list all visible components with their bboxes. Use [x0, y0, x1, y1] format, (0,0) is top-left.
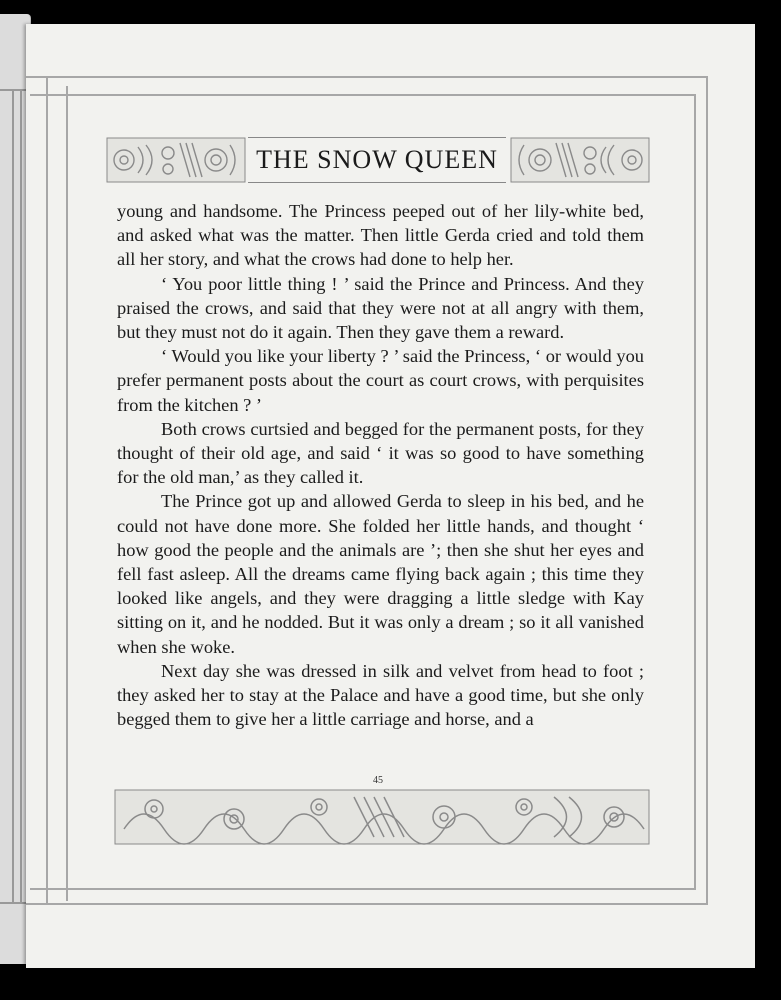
- header-band: [106, 137, 650, 183]
- running-header-title: THE SNOW QUEEN: [256, 145, 498, 174]
- paragraph: The Prince got up and allowed Gerda to sleep in his bed, and he could not have done more. She folded her little hands, and thought ‘ how good the people and the animals are ’; then she shut her eyes and fell fast asleep. All the dreams came flying back again ; this time they looked like angels, and they were dragging a little sledge with Kay sitting on it, and he nodded. But it was only a dream ; so it all vanished when she woke.: [117, 491, 644, 657]
- book-page: [26, 24, 755, 968]
- paragraph: Both crows curtsied and begged for the permanent posts, for they thought of their old age, and said ‘ it was so good to have something for the old man,’ as they called it.: [117, 418, 644, 488]
- page-number: 45: [373, 775, 383, 786]
- paragraph: ‘ You poor little thing ! ’ said the Prince and Princess. And they praised the crows, and said that they were not at all angry with them, but they must not do it again. Then they gave them a reward.: [117, 273, 644, 343]
- floral-ornament-icon: [510, 137, 650, 183]
- paragraph: young and handsome. The Princess peeped out of her lily-white bed, and asked what was the matter. Then little Gerda cried and told them all her story, and what the crows had done to help her.: [117, 201, 644, 270]
- paragraph: ‘ Would you like your liberty ? ’ said the Princess, ‘ or would you prefer permanent posts about the court as court crows, with perquisites from the kitchen ? ’: [117, 346, 644, 415]
- body-text: [117, 199, 644, 731]
- floral-ornament-icon: [114, 789, 650, 845]
- floral-ornament-icon: [106, 137, 246, 183]
- paragraph: Next day she was dressed in silk and velvet from head to foot ; they asked her to stay at the Palace and have a good time, but she only begged them to give her a little carriage and horse, and a: [117, 660, 644, 730]
- frame-rule-left-inner: [66, 86, 68, 901]
- header-title-box: [248, 137, 506, 183]
- frame-rule-left: [46, 76, 48, 905]
